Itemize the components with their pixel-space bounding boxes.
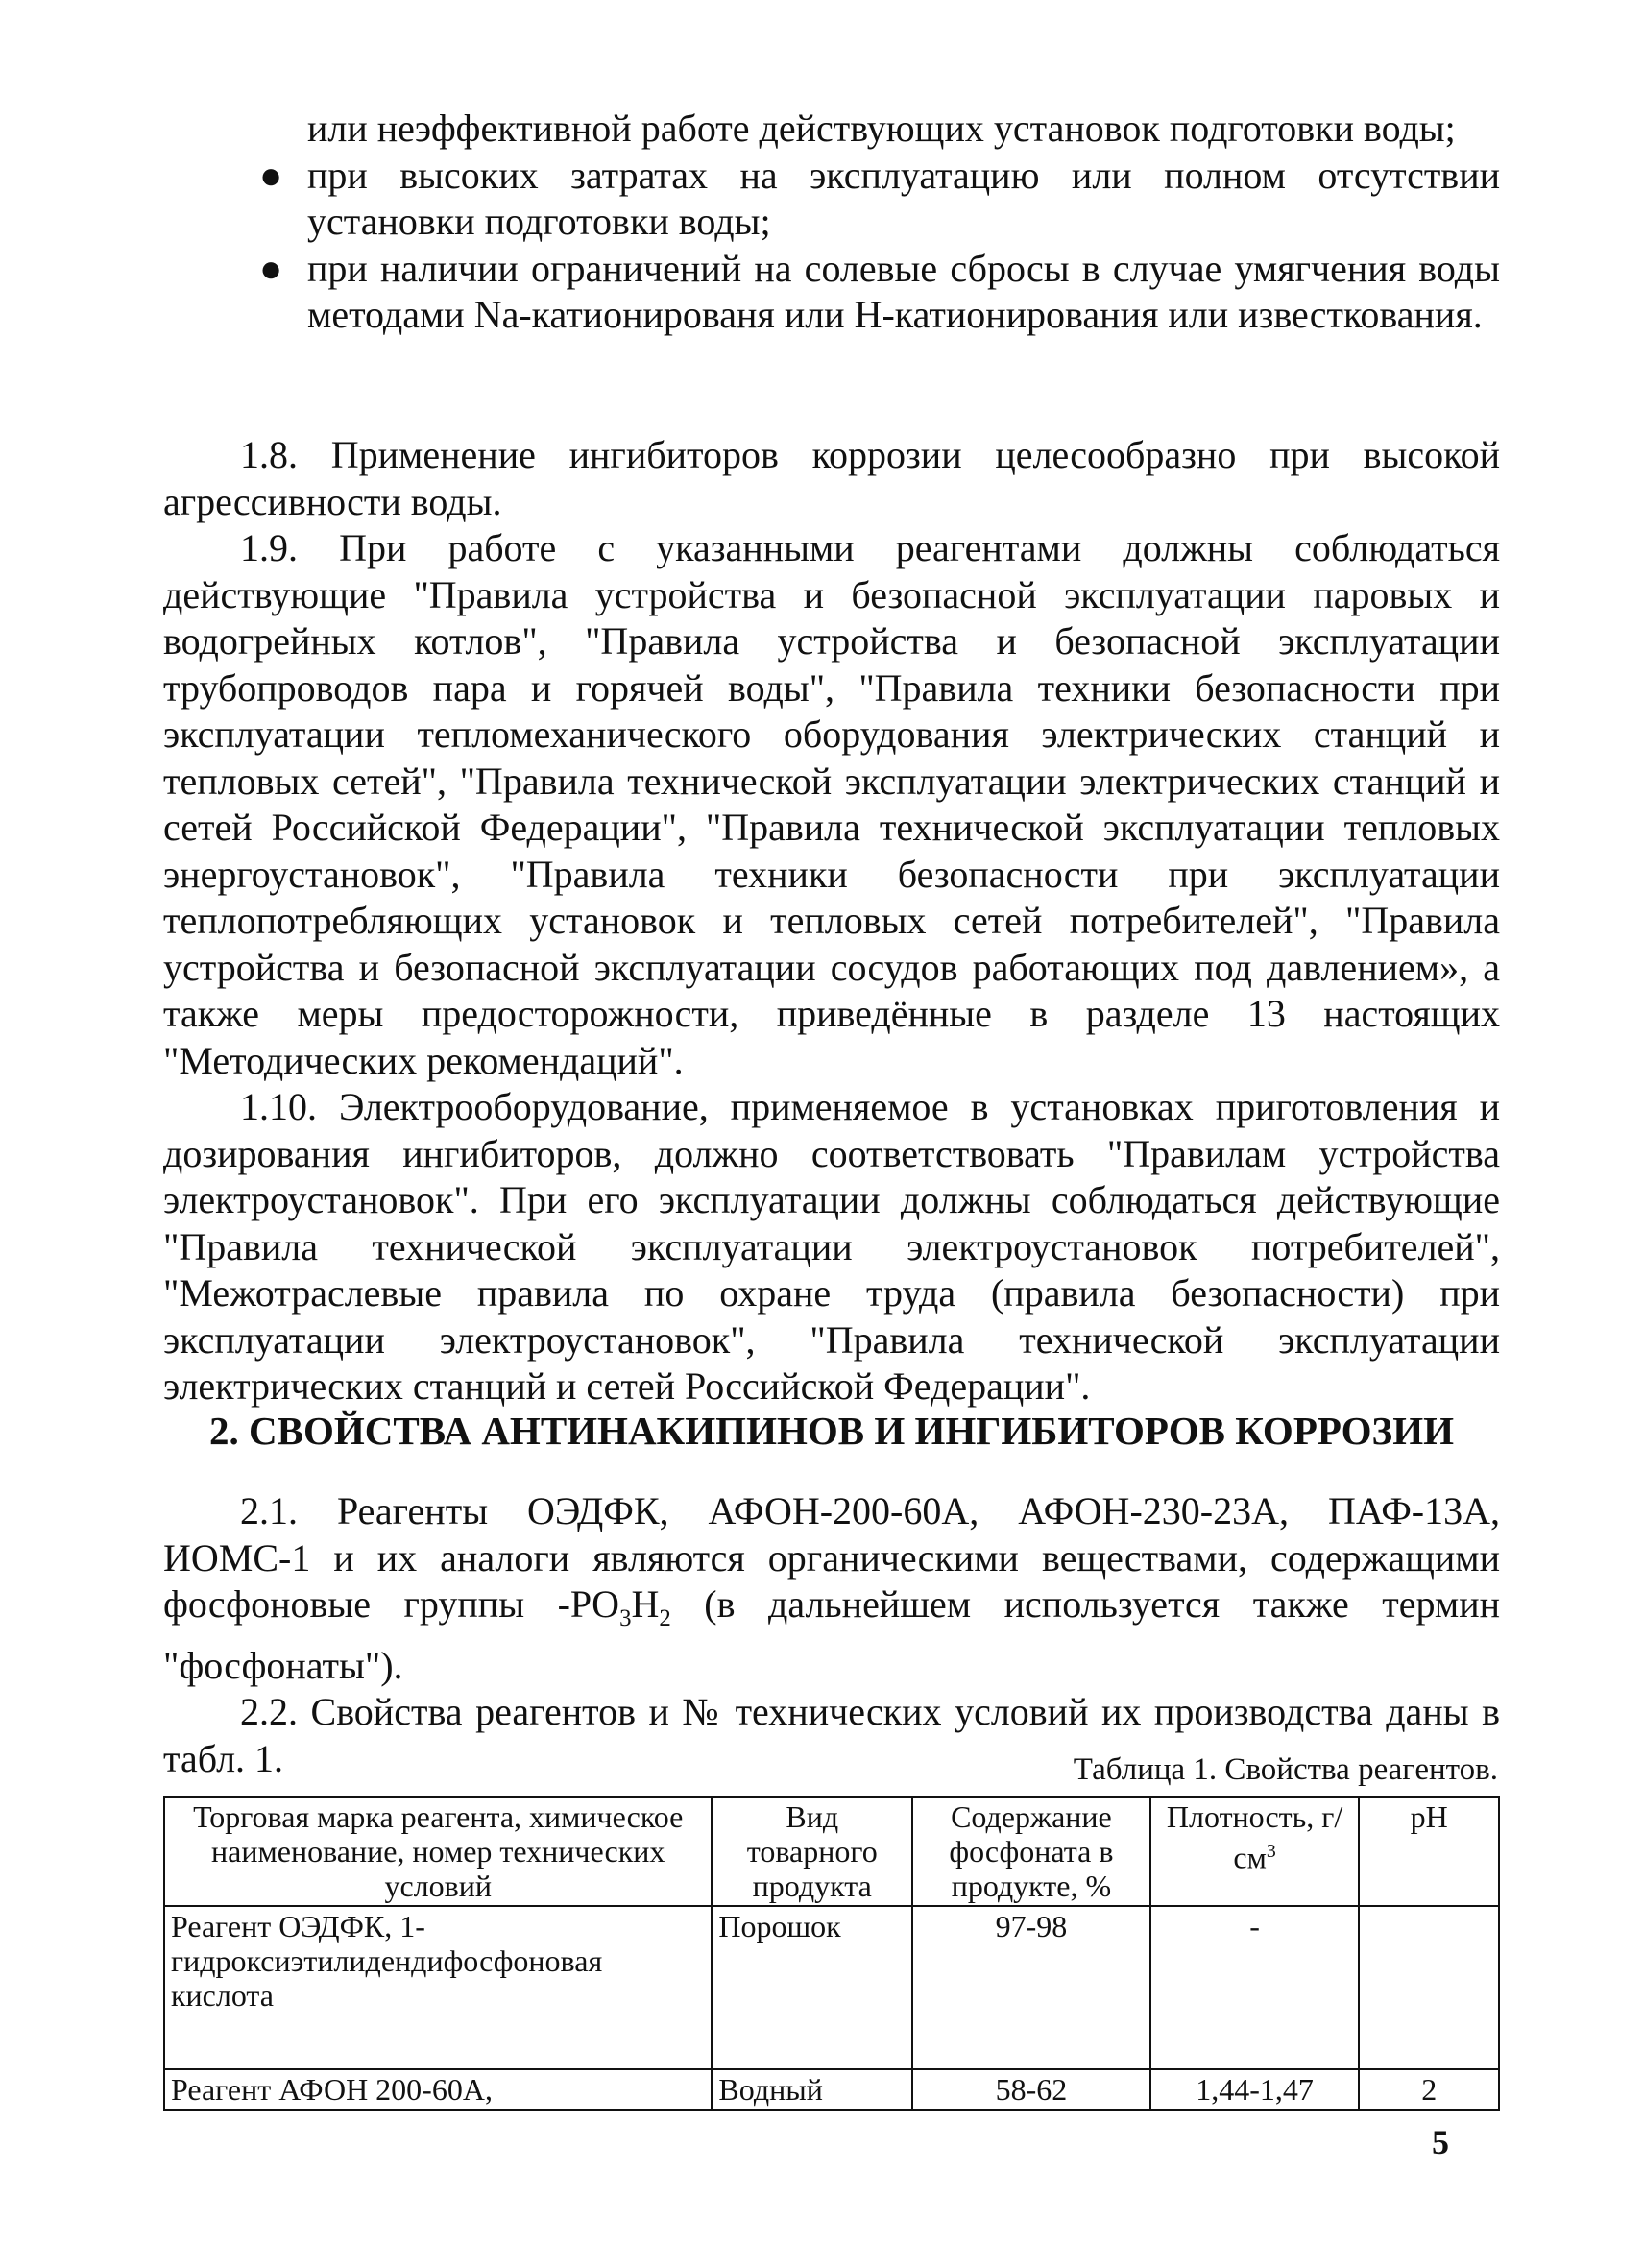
cell-kind: Порошок [712,1906,912,2069]
table-caption: Таблица 1. Свойства реагентов. [1073,1752,1498,1787]
header-kind: Вид товарного продукта [712,1797,912,1906]
header-density: Плотность, $г/см^3$ [1150,1797,1360,1906]
paragraph-2-1: 2.1. Реагенты ОЭДФК, АФОН-200-60А, АФОН-230-23А, ПАФ-13А, ИОМС-1 и их аналоги являются органическими веществами, содержащими фосфоновые группы $-PO_3H_2$ (в дальнейшем используется также термин "фосфонаты"). [163,1489,1501,1687]
cell-content: 58-62 [912,2069,1150,2110]
cell-name: Реагент АФОН 200-60А, [164,2069,712,2110]
bullet-icon: ● [259,153,283,197]
list-item-text: при высоких затратах на эксплуатацию или полном отсутствии установки подготовки воды; [307,153,1500,243]
cell-ph [1359,1906,1499,2069]
list-item-text: при наличии ограничений на солевые сбросы в случае умягчения воды методами Na-катионированя или Н-катионирования или известкования. [307,246,1500,336]
header-content: Содержание фосфоната в продукте, % [912,1797,1150,1906]
section-heading: 2. СВОЙСТВА АНТИНАКИПИНОВ И ИНГИБИТОРОВ КОРРОЗИИ [209,1409,1454,1453]
paragraph-1-10: 1.10. Электрооборудование, применяемое в установках приготовления и дозирования ингибиторов, должно соответствовать "Правилам устройства электроустановок". При его эксплуатации должны соблюдаться действующие "Правила технической эксплуатации электроустановок потребителей", "Межотраслевые правила по охране труда (правила безопасности) при эксплуатации электроустановок", "Правила технической эксплуатации электрических станций и сетей Российской Федерации". [163,1085,1500,1408]
cell-name: Реагент ОЭДФК, 1-гидроксиэтилидендифосфоновая кислота [164,1906,712,2069]
cell-ph: 2 [1359,2069,1499,2110]
cell-density: - [1150,1906,1360,2069]
cell-content: 97-98 [912,1906,1150,2069]
section-2-text [163,1488,1500,1782]
list-continuation: или неэффективной работе действующих установок подготовки воды; [307,107,1456,150]
cell-kind: Водный [712,2069,912,2110]
table-row [164,2069,1499,2110]
table-header-row [164,1797,1499,1906]
list-item [163,153,1500,246]
bullet-list [163,106,1500,339]
paragraph-1-8: 1.8. Применение ингибиторов коррозии целесообразно при высокой агрессивности воды. [163,433,1500,523]
paragraph-2-2: 2.2. Свойства реагентов и № технических условий их производства даны в табл. 1. [163,1690,1500,1780]
page-number: 5 [1432,2123,1449,2161]
reagents-table [163,1796,1500,2111]
header-ph: pH [1359,1797,1499,1906]
paragraph-1-9: 1.9. При работе с указанными реагентами должны соблюдаться действующие "Правила устройства и безопасной эксплуатации паровых и водогрейных котлов", "Правила устройства и безопасной эксплуатации трубопроводов пара и горячей воды", "Правила техники безопасности при эксплуатации тепломеханического оборудования электрических станций и тепловых сетей", "Правила технической эксплуатации электрических станций и сетей Российской Федерации", "Правила технической эксплуатации тепловых энергоустановок", "Правила техники безопасности при эксплуатации теплопотребляющих установок и тепловых сетей потребителей", "Правила устройства и безопасной эксплуатации сосудов работающих под давлением», а также меры предосторожности, приведённые в разделе 13 настоящих "Методических рекомендаций". [163,526,1500,1082]
header-name: Торговая марка реагента, химическое наименование, номер технических условий [164,1797,712,1906]
cell-density: 1,44-1,47 [1150,2069,1360,2110]
list-item [163,246,1500,339]
bullet-icon: ● [259,246,283,290]
table-row [164,1906,1499,2069]
section-1-text [163,432,1500,1411]
